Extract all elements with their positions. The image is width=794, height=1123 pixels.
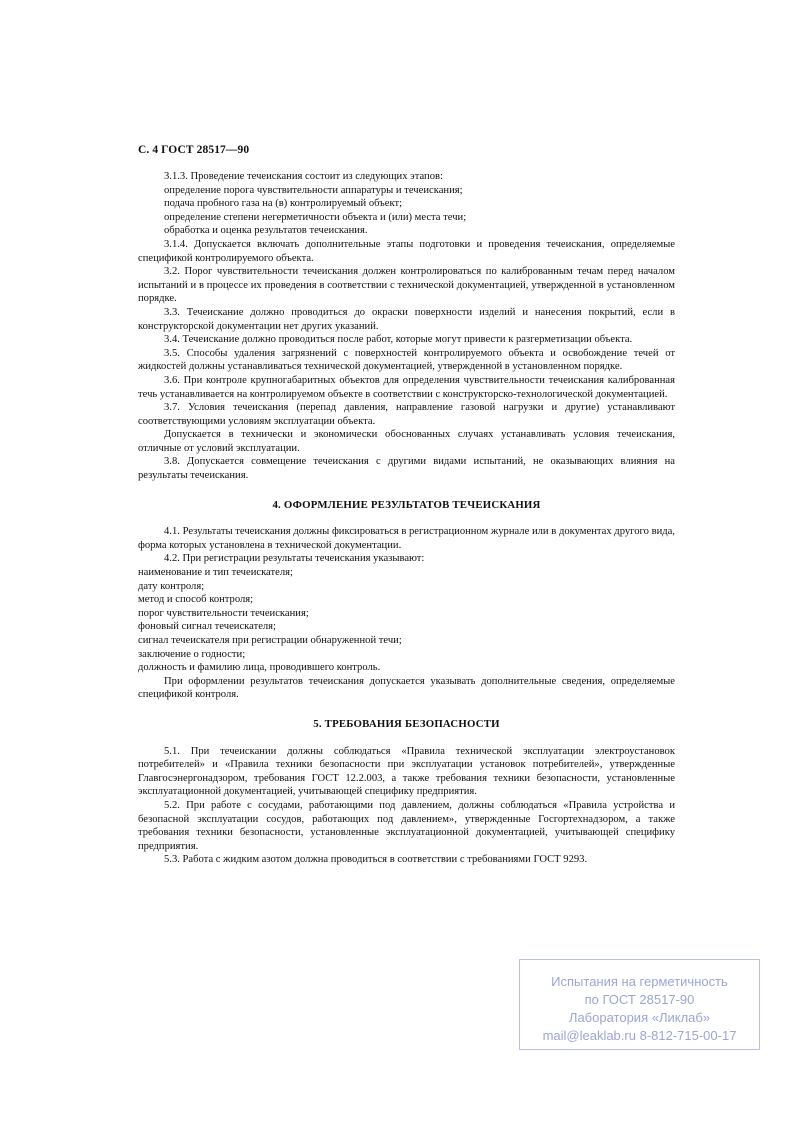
section-heading: 5. ТРЕБОВАНИЯ БЕЗОПАСНОСТИ [313,717,500,730]
stamp-line: Испытания на герметичность [551,974,728,989]
paragraph: 4.1. Результаты течеискания должны фиксироваться в регистрационном журнале или в документах другого вида, форма которых установлена в технической документации. [138,526,675,551]
paragraph: обработка и оценка результатов течеискания. [164,225,368,237]
paragraph: 3.7. Условия течеискания (перепад давления, направление газовой нагрузки и другие) устанавливают соответствующими условиям эксплуатации объекта. [138,402,675,427]
paragraph: должность и фамилию лица, проводившего контроль. [138,662,381,674]
paragraph: 3.5. Способы удаления загрязнений с поверхностей контролируемого объекта и освобождение течей от жидкостей должны устанавливаться технической документацией, утвержденной в установленном порядке. [138,347,675,373]
paragraph: 3.8. Допускается совмещение течеискания с другими видами испытаний, не оказывающих влияния на результаты течеискания. [138,456,675,482]
stamp-email-phone: mail@leaklab.ru 8-812-715-00-17 [542,1028,737,1043]
paragraph: Допускается в технически и экономически обоснованных случаях устанавливать условия течеискания, отличные от условий эксплуатации. [138,429,675,454]
paragraph: 3.1.4. Допускается включать дополнительные этапы подготовки и проведения течеискания, определяемые спецификой контролируемого объекта. [138,238,675,264]
paragraph: 5.1. При течеискании должны соблюдаться «Правила технической эксплуатации электроустановок потребителей» и «Правила техники безопасности при эксплуатации установок потребителей», утвержденные Главгосэнергонадзором, требования ГОСТ 12.2.003, а также требования техники безопасности, установленные эксплуатационной документацией, учитывающей специфику предприятия. [138,745,675,798]
paragraph: 4.2. При регистрации результаты течеискания указывают: [164,553,425,565]
paragraph: определение порога чувствительности аппаратуры и течеискания; [164,184,463,196]
paragraph: 5.3. Работа с жидким азотом должна проводиться в соответствии с требованиями ГОСТ 9293. [164,854,588,866]
paragraph: фоновый сигнал течеискателя; [138,621,276,633]
paragraph: дату контроля; [138,580,205,592]
paragraph: 5.2. При работе с сосудами, работающими под давлением, должны соблюдаться «Правила устройства и безопасной эксплуатации сосудов, работающих под давлением», утвержденные Госгортехнадзором, а также требования техники безопасности, установленные эксплуатационной документацией, учитывающей специфику предприятия. [138,799,675,852]
paragraph: 3.3. Течеискание должно проводиться до окраски поверхности изделий и нанесения покрытий, если в конструкторской документации нет других указаний. [138,306,675,332]
paragraph: метод и способ контроля; [138,594,254,606]
paragraph: заключение о годности; [138,648,246,660]
paragraph: 3.2. Порог чувствительности течеискания должен контролироваться по калиброванным течам перед началом испытаний и в процессе их проведения в соответствии с технической документацией, утвержденной в установленном порядке. [138,266,675,305]
section-heading: 4. ОФОРМЛЕНИЕ РЕЗУЛЬТАТОВ ТЕЧЕИСКАНИЯ [272,498,541,511]
paragraph: При оформлении результатов течеискания допускается указывать дополнительные сведения, определяемые спецификой контроля. [138,675,675,701]
paragraph: 3.6. При контроле крупногабаритных объектов для определения чувствительности течеискания калиброванная течь устанавливается на контролируемом объекте в соответствии с конструкторско-технологической документацией. [138,374,675,400]
paragraph: определение степени негерметичности объекта и (или) места течи; [164,211,467,223]
paragraph: наименование и тип течеискателя; [138,567,293,579]
paragraph: 3.4. Течеискание должно проводиться после работ, которые могут привести к разгерметизации объекта. [164,334,633,346]
paragraph: 3.1.3. Проведение течеискания состоит из следующих этапов: [164,171,443,182]
stamp-line: по ГОСТ 28517-90 [584,992,695,1007]
page-header: С. 4 ГОСТ 28517—90 [138,144,250,156]
paragraph: сигнал течеискателя при регистрации обнаруженной течи; [138,635,402,646]
paragraph: порог чувствительности течеискания; [138,607,309,619]
document-body [138,170,675,867]
stamp-line: Лаборатория «Ликлаб» [568,1010,711,1025]
lab-stamp [519,959,760,1050]
paragraph: подача пробного газа на (в) контролируемый объект; [164,198,403,210]
